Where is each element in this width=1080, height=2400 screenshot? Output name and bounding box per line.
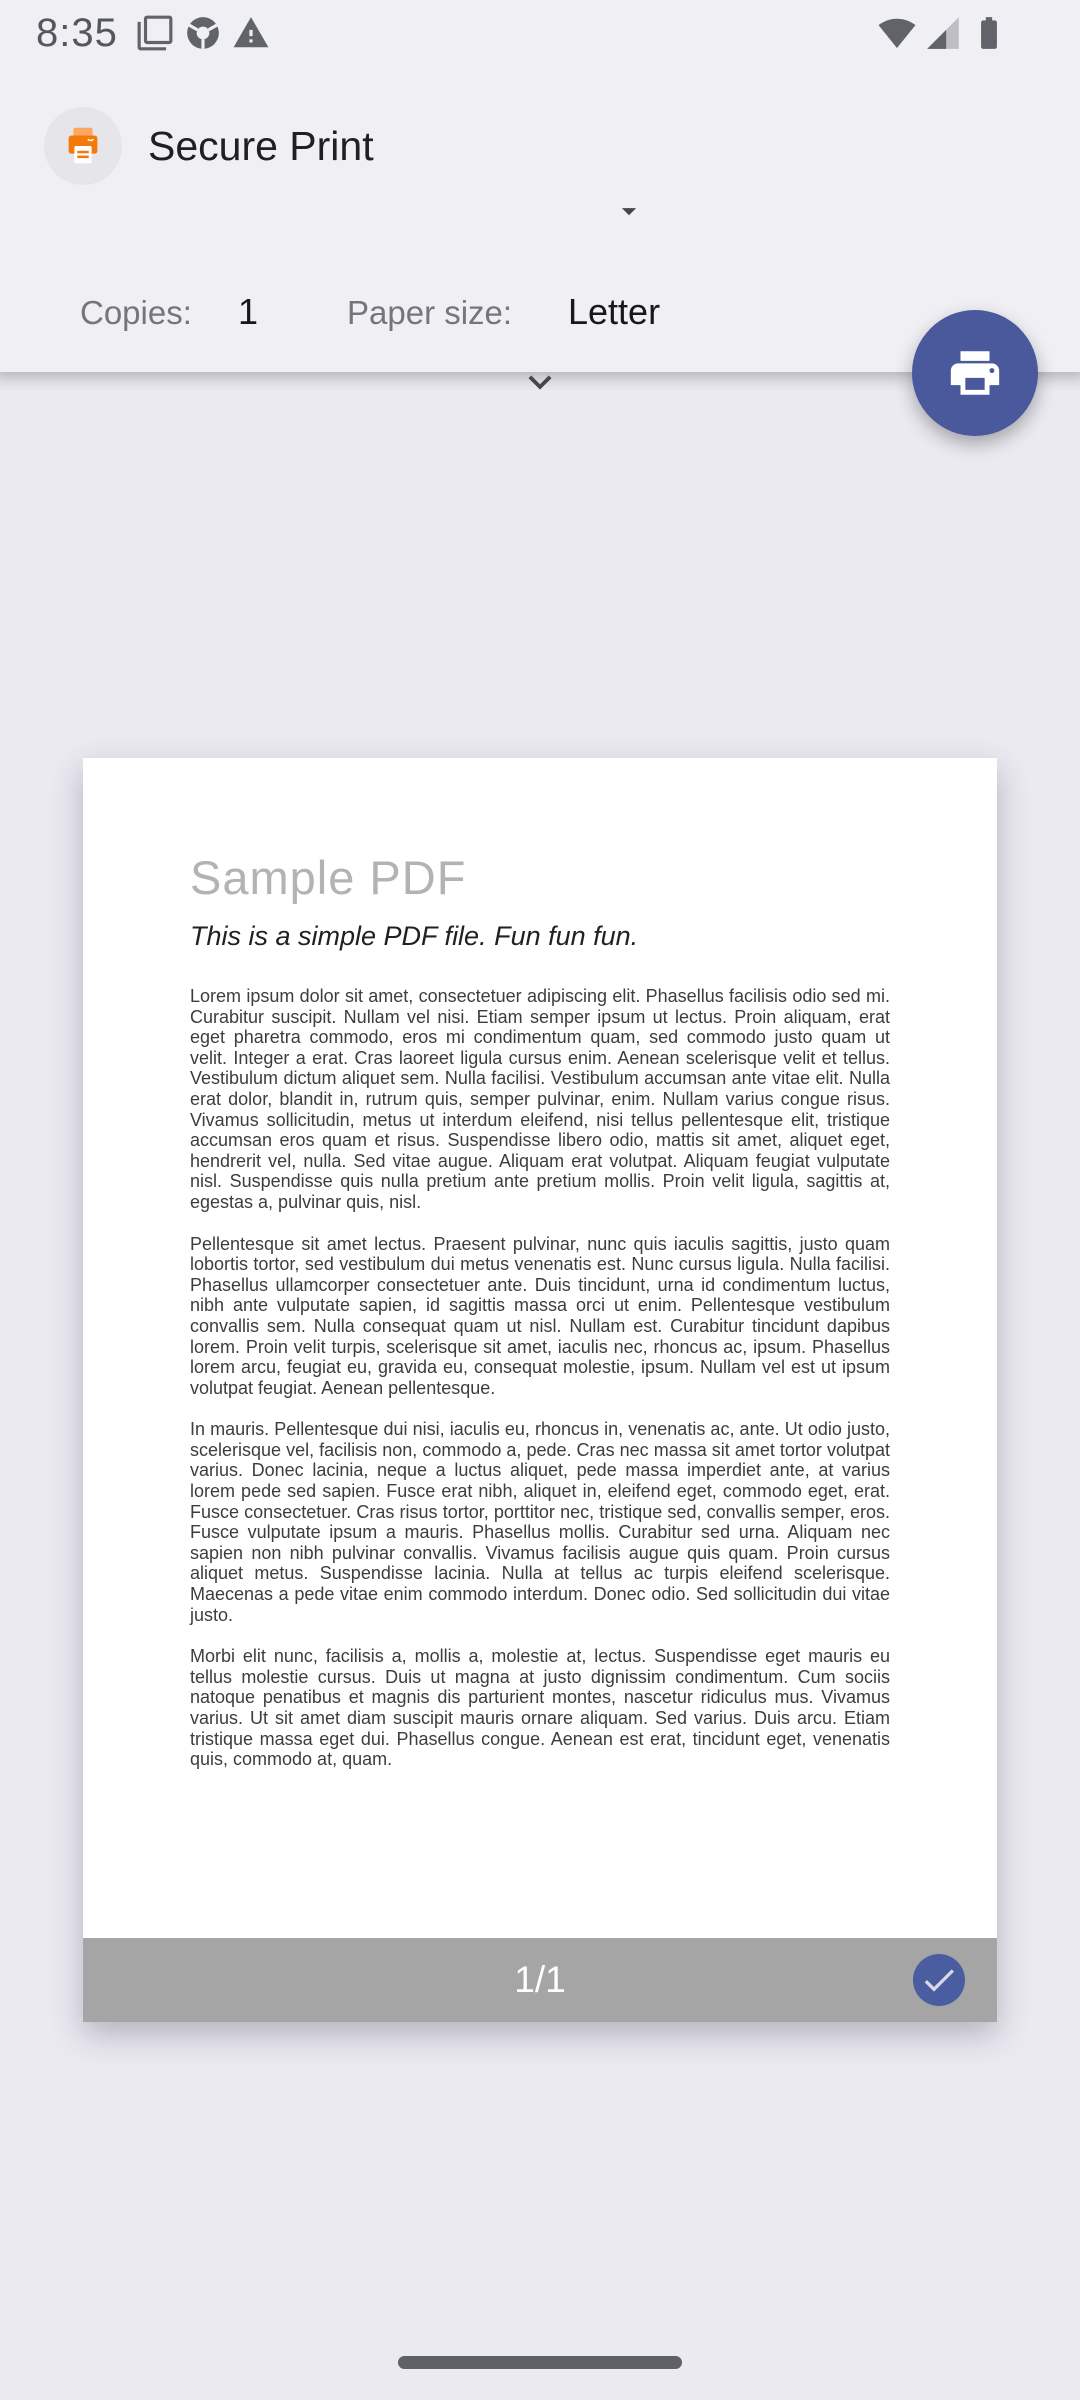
preview-area — [0, 372, 1080, 2400]
chrome-icon — [184, 14, 222, 52]
warning-icon — [232, 14, 270, 52]
check-icon — [919, 1960, 959, 2000]
battery-icon — [970, 14, 1008, 52]
page-selected-toggle[interactable] — [913, 1954, 965, 2006]
layers-icon — [136, 14, 174, 52]
document-paragraph: Lorem ipsum dolor sit amet, consectetuer adipiscing elit. Phasellus facilisis odio sed mi. Curabitur suscipit. Nullam vel nisi. Etiam semper ipsum ut lectus. Proin aliquam, erat eget pharetra commodo, eros mi condimentum quam, sed commodo justo quam ut velit. Integer a erat. Cras laoreet ligula cursus enim. Aenean scelerisque velit et tellus. Vestibulum dictum aliquet sem. Nulla facilisi. Vestibulum accumsan ante vitae elit. Nulla erat dolor, blandit in, rutrum quis, semper pulvinar, enim. Nullam varius congue risus. Vivamus sollicitudin, metus ut interdum eleifend, nisi tellus pellentesque elit, tristique accumsan eros quam et risus. Suspendisse libero odio, mattis sit amet, aliquet eget, hendrerit vel, nulla. Sed vitae augue. Aliquam erat volutpat. Aliquam feugiat vulputate nisl. Suspendisse quis nulla pretium ante pretium mollis. Proin velit ligula, sagittis at, egestas a, pulvinar quis, nisl. — [190, 986, 890, 1212]
paper-size-value: Letter — [568, 291, 661, 332]
chevron-down-icon — [517, 359, 563, 405]
wifi-icon — [878, 14, 916, 52]
document-paragraph: In mauris. Pellentesque dui nisi, iaculis eu, rhoncus in, venenatis ac, ante. Ut odio justo, scelerisque vel, facilisis non, commodo a, pede. Cras nec massa sit amet tortor volutpat varius. Donec lacinia, neque a luctus aliquet, pede massa imperdiet ante, at varius lorem pede sed sapien. Fusce erat nibh, aliquet in, eleifend eget, commodo eget, erat. Fusce consectetuer. Cras risus tortor, porttitor nec, tristique sed, convallis semper, eros. Fusce vulputate ipsum a mauris. Phasellus mollis. Curabitur sed urna. Aliquam nec sapien non nibh pulvinar convallis. Vivamus facilisis augue quis quam. Proin cursus aliquet metus. Suspendisse lacinia. Nulla at tellus ac turpis eleifend scelerisque. Maecenas a pede vitae enim commodo interdum. Donec odio. Sed sollicitudin dui vitae justo. — [190, 1419, 890, 1625]
paper-size-label: Paper size: — [347, 294, 513, 331]
print-options-header — [0, 66, 1080, 372]
copies-value: 1 — [238, 291, 259, 332]
printer-name: Secure Print — [148, 122, 374, 169]
document-body-text — [190, 986, 890, 1770]
document-paragraph: Pellentesque sit amet lectus. Praesent pulvinar, nunc quis iaculis sagittis, justo quam lobortis tortor, sed vestibulum dui metus venenatis est. Nunc cursus ligula. Nulla facilisi. Phasellus ullamcorper consectetuer ante. Duis tincidunt, urna id condimentum luctus, nibh ante vulputate sapien, id sagittis massa orci ut enim. Pellentesque vestibulum convallis sem. Nulla consequat quam ut nisl. Nullam est. Curabitur tincidunt dapibus lorem. Proin velit turpis, scelerisque sit amet, iaculis nec, rhoncus ac, ipsum. Phasellus lorem arcu, feugiat eu, gravida eu, consequat molestie, ipsum. Nullam vel est ut ipsum volutpat feugiat. Aenean pellentesque. — [190, 1233, 890, 1398]
status-right-icons — [878, 14, 1080, 52]
printer-avatar — [44, 107, 122, 185]
page-indicator: 1/1 — [514, 1959, 566, 2000]
status-time: 8:35 — [36, 10, 118, 55]
printer-icon — [946, 344, 1004, 402]
print-fab[interactable] — [912, 310, 1038, 436]
cell-signal-icon — [924, 14, 962, 52]
document-subtitle: This is a simple PDF file. Fun fun fun. — [190, 921, 639, 951]
copies-label: Copies: — [80, 294, 192, 331]
document-page-content — [83, 758, 997, 1938]
expand-options-button[interactable] — [506, 354, 574, 410]
secure-print-service-icon — [60, 123, 106, 169]
gesture-navigation-bar[interactable] — [398, 2356, 682, 2369]
dropdown-arrow-icon[interactable] — [612, 194, 646, 228]
document-title: Sample PDF — [190, 851, 467, 904]
document-paragraph: Morbi elit nunc, facilisis a, mollis a, molestie at, lectus. Suspendisse eget mauris eu tellus molestie cursus. Duis ut magna at justo dignissim condimentum. Cum sociis natoque penatibus et magnis dis parturient montes, nascetur ridiculus mus. Vivamus varius. Ut sit amet diam suscipit mauris ornare aliquam. Sed varius. Duis arcu. Etiam tristique massa eget dui. Phasellus congue. Aenean est erat, tincidunt eget, venenatis quis, commodo at, quam. — [190, 1646, 890, 1770]
page-indicator-bar — [83, 1938, 997, 2022]
status-bar — [0, 0, 1080, 66]
document-page[interactable] — [83, 758, 997, 2022]
printer-destination-spinner[interactable] — [44, 106, 700, 186]
